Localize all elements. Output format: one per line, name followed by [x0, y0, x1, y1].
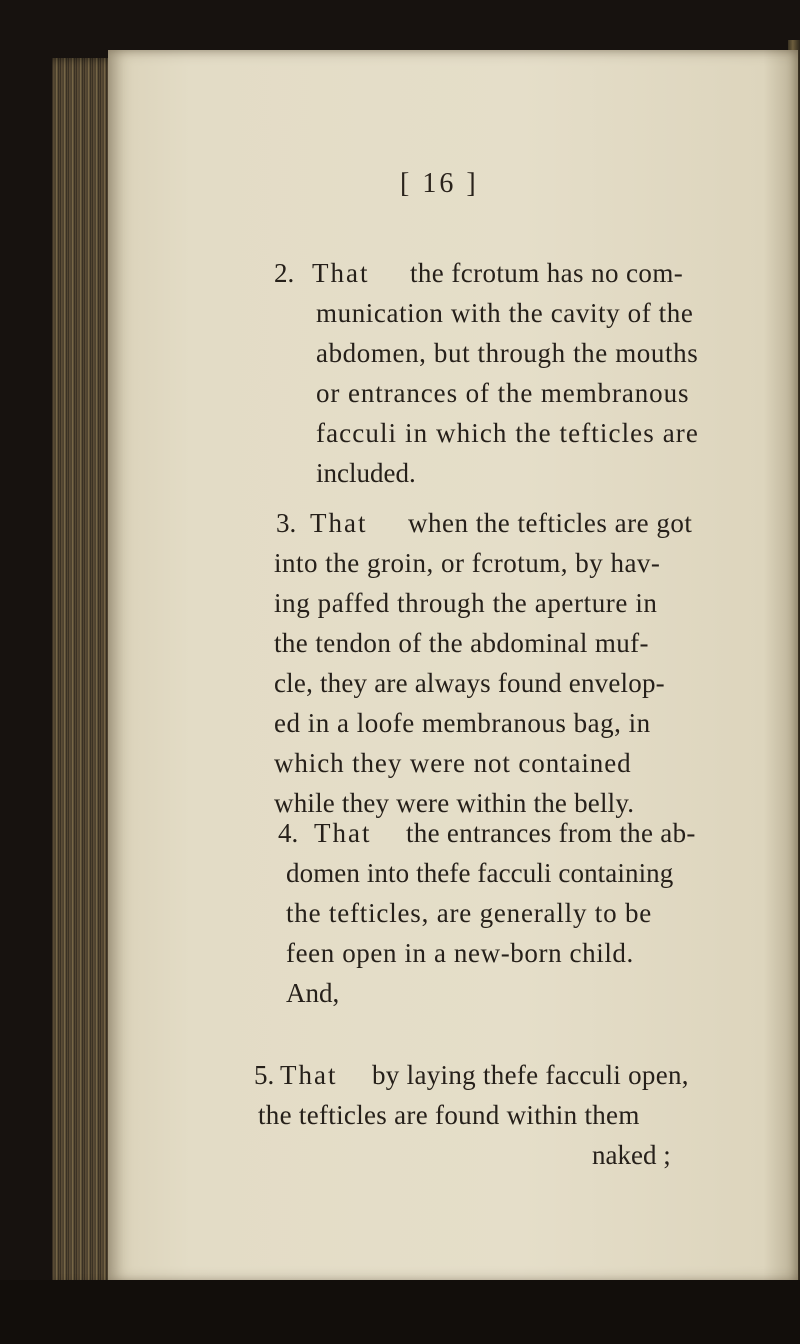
paragraph-line: the tefticles are found within them [258, 1100, 640, 1130]
paragraph-number: 2. [274, 258, 295, 288]
paragraph-line: ed in a loofe membranous bag, in [274, 708, 651, 738]
paragraph-line: cle, they are always found envelop- [274, 668, 665, 698]
paragraph-line: abdomen, but through the mouths [316, 338, 699, 368]
paragraph-number: 4. [278, 818, 299, 848]
paragraph-number: 3. [276, 508, 297, 538]
paragraph-line: into the groin, or fcrotum, by hav- [274, 548, 661, 578]
paragraph-line: the tendon of the abdominal muf- [274, 628, 649, 658]
paragraph-lead: That [310, 508, 368, 538]
paragraph-line: when the tefticles are got [408, 508, 693, 538]
book-page [108, 50, 798, 1282]
page-number: [ 16 ] [400, 168, 479, 199]
paragraph-line: domen into thefe facculi containing [286, 858, 674, 888]
paragraph-line: included. [316, 458, 416, 488]
paragraph-line: or entrances of the membranous [316, 378, 690, 408]
catchword: naked ; [592, 1140, 671, 1170]
paragraph-lead: That [280, 1060, 338, 1090]
paragraph-lead: That [312, 258, 370, 288]
paragraph-line: the fcrotum has no com- [410, 258, 684, 288]
bottom-shadow [0, 1280, 800, 1344]
paragraph-line: which they were not contained [274, 748, 632, 778]
paragraph-lead: That [314, 818, 372, 848]
paragraph-line: facculi in which the tefticles are [316, 418, 699, 448]
paragraph-line: feen open in a new-born child. [286, 938, 634, 968]
paragraph-line: ing paffed through the aperture in [274, 588, 658, 618]
paragraph-line: by laying thefe facculi open, [372, 1060, 689, 1090]
paragraph-line: munication with the cavity of the [316, 298, 694, 328]
paragraph-line: the tefticles, are generally to be [286, 898, 653, 928]
paragraph-number: 5. [254, 1060, 275, 1090]
paragraph-line: the entrances from the ab- [406, 818, 696, 848]
paragraph-line: while they were within the belly. [274, 788, 635, 818]
paragraph-line: And, [286, 978, 340, 1008]
